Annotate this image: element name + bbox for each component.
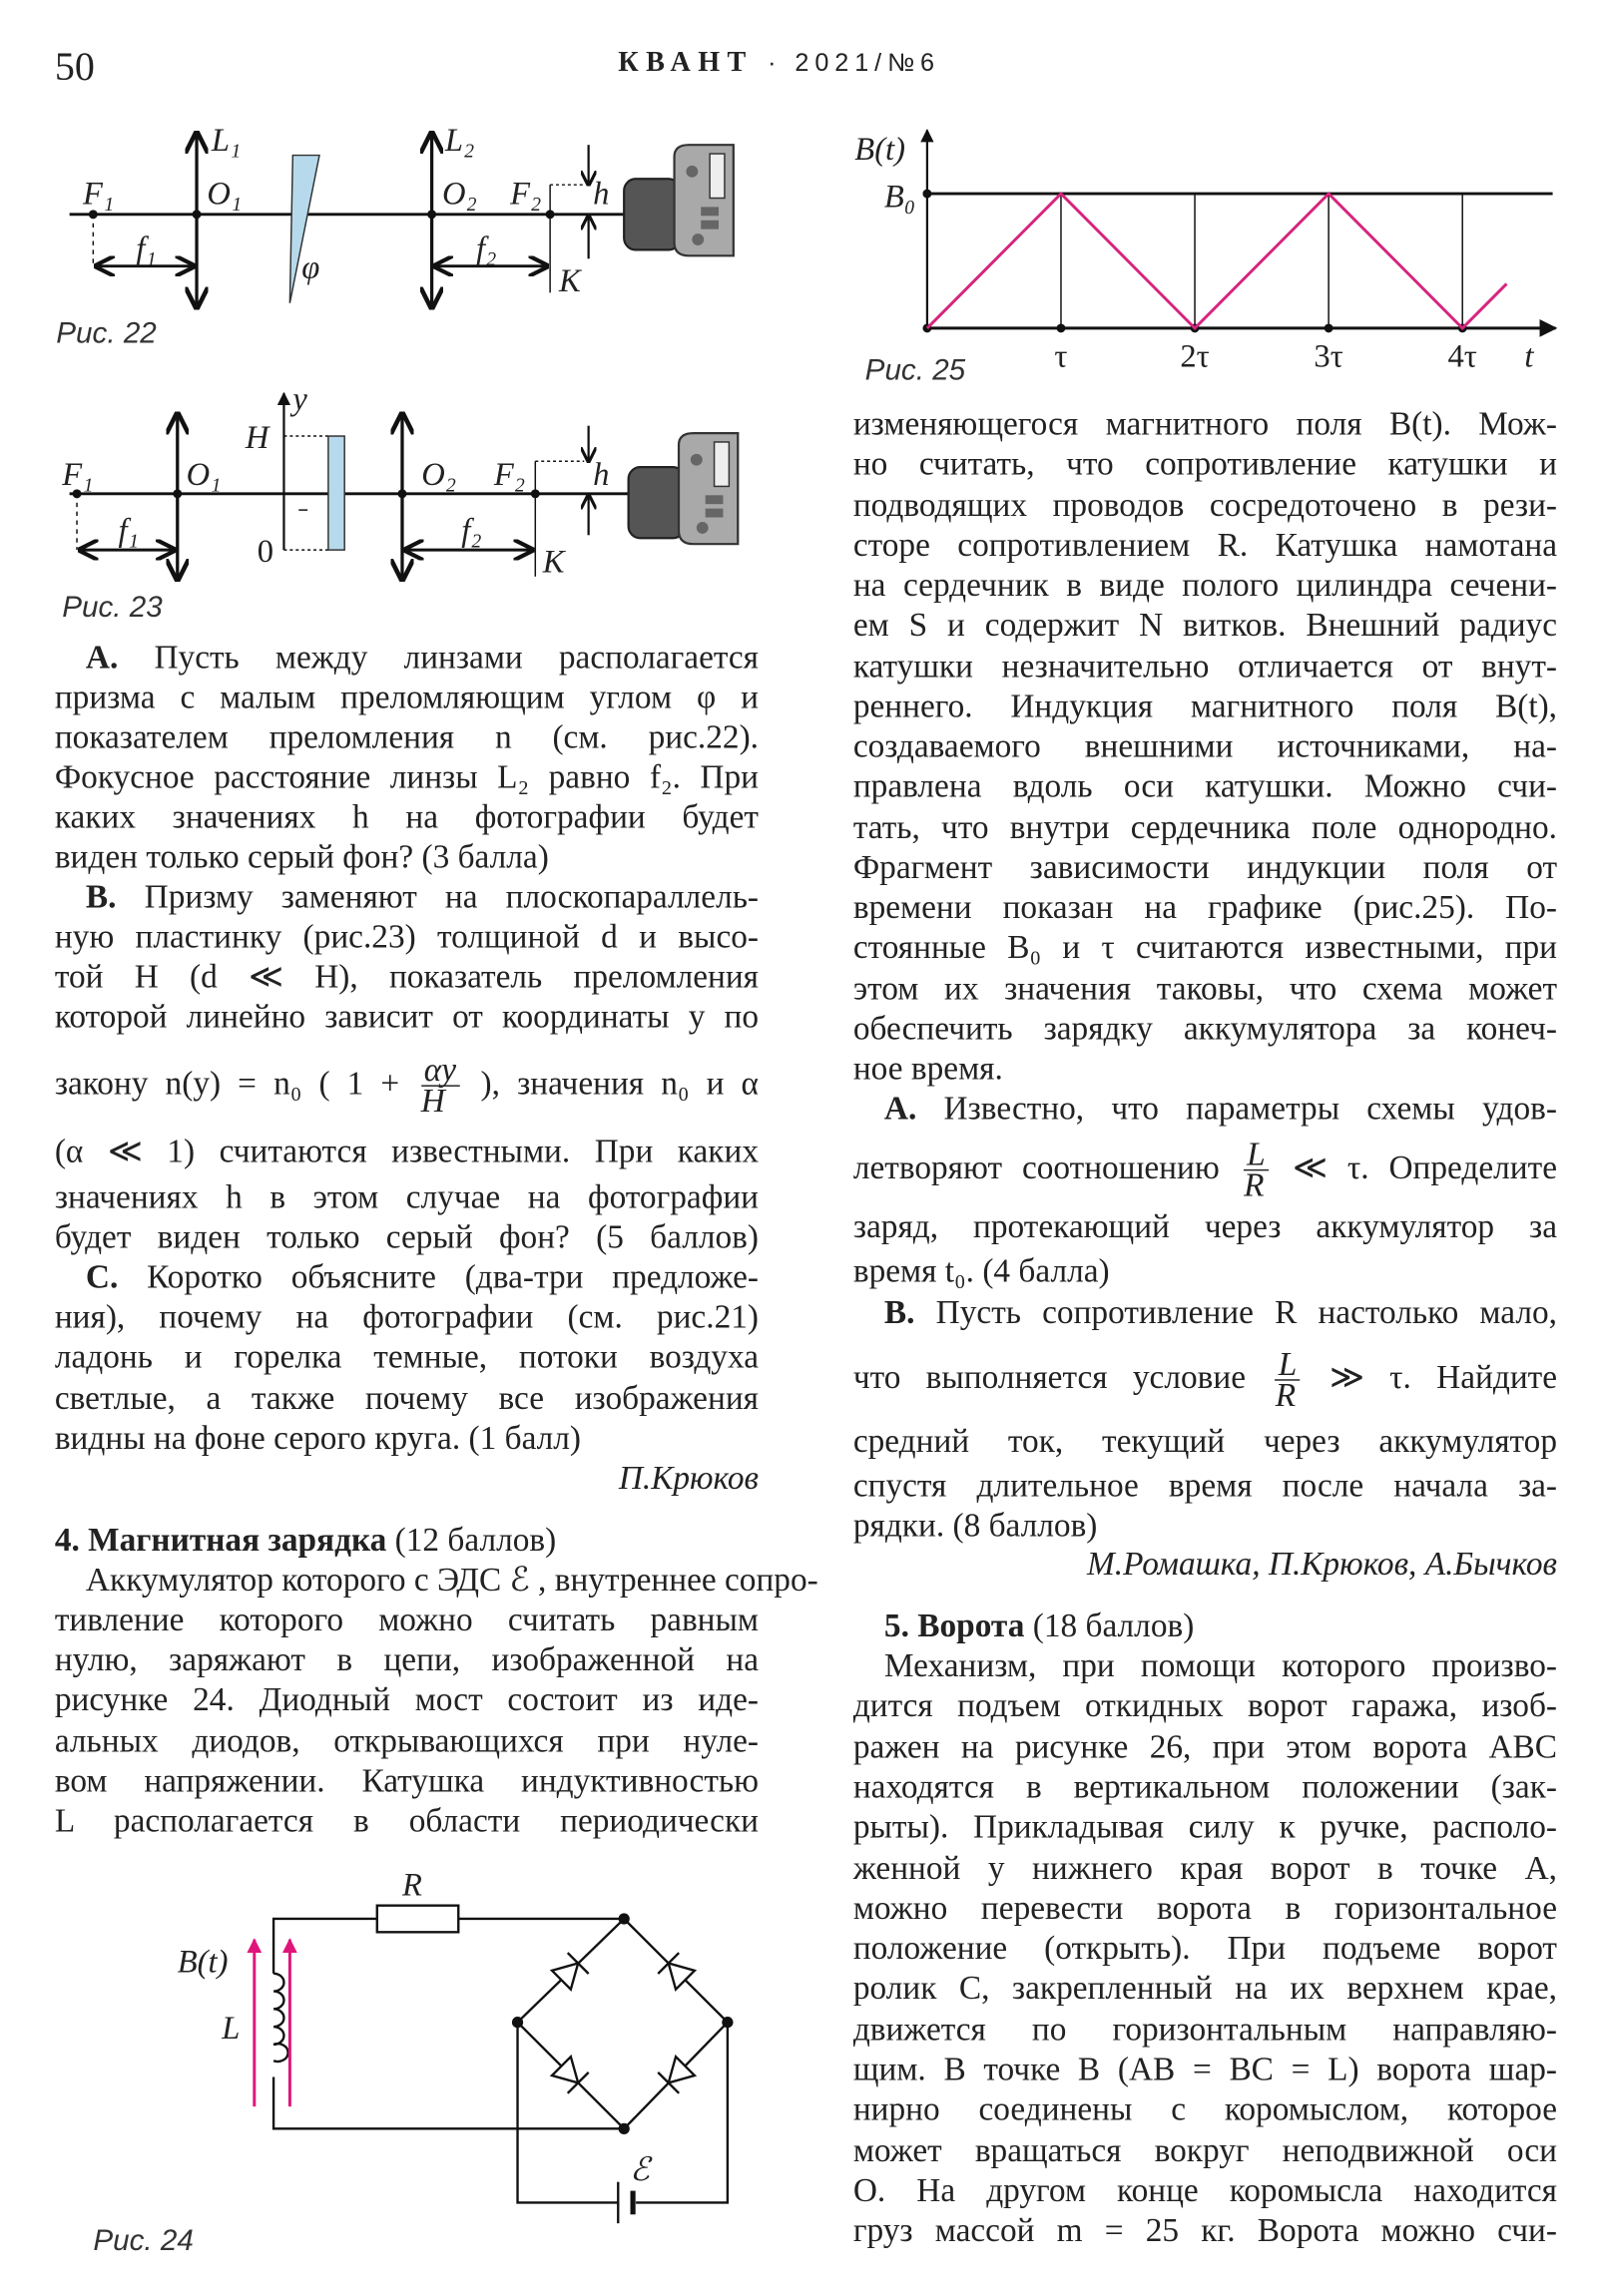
author-signature [55, 1458, 759, 1498]
text-line [884, 1088, 1557, 1128]
line-text: может вращаться вокруг неподвижной оси [852, 2130, 1558, 2168]
text-line [853, 1421, 1557, 1461]
text-line [55, 717, 759, 757]
caption-fig-23: Рис. 23 [62, 591, 163, 625]
text-line [853, 565, 1557, 605]
label-r: R [401, 1867, 422, 1904]
text-line [853, 1344, 1557, 1412]
line-text: времени показан на графике (рис.25). По- [852, 888, 1558, 926]
label-o1: O₁ [186, 456, 222, 493]
line-text: ную пластинку (рис.23) толщиной d и высо- [54, 918, 760, 956]
text-line [853, 525, 1557, 565]
text-line [853, 1726, 1557, 1766]
text-line [853, 1766, 1557, 1806]
label-emf: ℰ [630, 2152, 650, 2189]
label-h: h [593, 176, 610, 213]
line-text: (18 баллов) [1024, 1607, 1195, 1644]
line-text: создаваемого внешними источниками, на- [852, 726, 1558, 764]
y-axis-label: B(t) [854, 132, 905, 169]
line-text: положение (открыть). При подъеме ворот [852, 1929, 1558, 1967]
denominator: R [1275, 1376, 1297, 1414]
label-f1-length: f₁ [136, 230, 157, 267]
text-line [55, 678, 759, 717]
label-y-axis: y [292, 381, 307, 418]
line-text: реннего. Индукция магнитного поля B(t), [852, 687, 1558, 724]
text-line [55, 1378, 759, 1418]
line-text: каких значениях h на фотографии будет [54, 798, 760, 836]
item-label: A. [883, 1089, 917, 1127]
line-text: нулю, заряжают в цепи, изображенной на [54, 1640, 760, 1678]
text-line [853, 1505, 1557, 1545]
text-line [853, 725, 1557, 765]
item-label: C. [85, 1257, 119, 1295]
label-l: L [222, 2010, 241, 2047]
label-h-height: H [245, 419, 269, 456]
label-b-of-t: B(t) [177, 1944, 229, 1981]
label-f2-focus: F₂ [510, 176, 542, 213]
line-text: показателем преломления n (см. рис.22). [54, 718, 760, 756]
text-line [55, 997, 759, 1037]
text-line [55, 1800, 759, 1840]
line-text: катушки незначительно отличается от внут- [852, 647, 1558, 685]
text-line [55, 1418, 759, 1458]
section-heading [55, 1520, 759, 1560]
text-line [853, 1250, 1557, 1290]
x-axis-label: t [1524, 338, 1534, 375]
line-text: ния), почему на фотографии (см. рис.21) [54, 1297, 760, 1335]
line-text: рисунке 24. Диодный мост состоит из иде- [54, 1680, 760, 1718]
text-line [853, 1048, 1557, 1088]
text-line [853, 2210, 1557, 2250]
line-text: Механизм, при помощи которого произво- [883, 1646, 1558, 1684]
line-text: Фокусное расстояние линзы L₂ равно f₂. При [54, 758, 760, 796]
inductor-coil [273, 1974, 288, 2062]
text-line [853, 887, 1557, 927]
b-of-t-series [927, 194, 1507, 328]
label-k: K [542, 544, 565, 581]
text-line [853, 444, 1557, 484]
line-text: Коротко объясните (два-три предложе- [118, 1257, 760, 1295]
line-text: этом их значения таковы, что схема может [852, 969, 1558, 1007]
line-text: спустя длительное время после начала за- [852, 1466, 1558, 1504]
line-text: Фрагмент зависимости индукции поля от [852, 848, 1558, 886]
text-line [55, 1176, 759, 1216]
label-f1-focus: F₁ [62, 456, 94, 493]
text-line [55, 1296, 759, 1336]
text-line [853, 1206, 1557, 1246]
line-text: П.Крюков [618, 1459, 760, 1497]
text-line [853, 1008, 1557, 1048]
text-line [55, 1720, 759, 1760]
line-text: Известно, что параметры схемы удов- [916, 1089, 1558, 1127]
line-text: заряд, протекающий через аккумулятор за [852, 1207, 1558, 1245]
formula-suffix: ≪ τ. Определите [1292, 1148, 1558, 1186]
text-line [55, 917, 759, 957]
label-l2: L₂ [444, 123, 475, 160]
item-label: B. [883, 1293, 915, 1331]
text-line [853, 927, 1557, 967]
caption-fig-24: Рис. 24 [93, 2224, 194, 2258]
x-tick-label: 3τ [1314, 338, 1343, 375]
x-tick-mark [1057, 323, 1066, 332]
journal-issue: · 2021/№6 [768, 48, 940, 78]
line-text: тивление которого можно считать равным [54, 1601, 760, 1638]
fraction [1275, 1345, 1300, 1414]
line-text: Аккумулятор которого с ЭДС ℰ , внутреннее сопро- [85, 1561, 818, 1599]
text-line [852, 1134, 1558, 1204]
text-line [853, 806, 1557, 846]
journal-name: КВАНТ [618, 47, 754, 79]
line-text: L располагается в области периодически [54, 1801, 760, 1839]
numerator: L [1276, 1350, 1300, 1381]
x-tick-label: τ [1054, 338, 1068, 375]
label-o2: O₂ [421, 456, 457, 493]
line-text: средний ток, текущий через аккумулятор [852, 1422, 1558, 1460]
caption-fig-25: Рис. 25 [864, 354, 966, 388]
plate [328, 436, 344, 550]
line-text: которой линейно зависит от координаты y по [54, 998, 760, 1036]
line-text: светлые, а также почему все изображения [54, 1379, 760, 1417]
text-line [55, 1336, 759, 1376]
text-line [55, 1639, 759, 1679]
text-line [55, 957, 759, 997]
text-line [853, 605, 1557, 645]
line-text: ное время. [852, 1049, 1003, 1087]
text-line [853, 1685, 1557, 1725]
diode-bridge [518, 1919, 728, 2128]
text-line [853, 968, 1557, 1008]
item-label: 5. Ворота [883, 1607, 1025, 1644]
text-line [853, 484, 1557, 524]
line-text: виден только серый фон? (3 балла) [54, 838, 549, 876]
camera-icon [624, 145, 734, 255]
resistor [377, 1906, 458, 1933]
text-line [853, 2049, 1557, 2088]
line-text: тать, что внутри сердечника поле однородно. [852, 807, 1558, 845]
line-text: время t₀. (4 балла) [852, 1251, 1110, 1289]
label-l1: L₁ [211, 123, 242, 160]
line-text: можно перевести ворота в горизонтальное [852, 1889, 1558, 1927]
line-text: (12 баллов) [386, 1521, 557, 1559]
text-line [853, 2089, 1557, 2129]
line-text: вом напряжении. Катушка индуктивностью [54, 1761, 760, 1799]
label-f1-length: f₁ [118, 513, 139, 550]
line-text: ролик C, закрепленный на их верхнем крае, [852, 1969, 1558, 2007]
text-line [55, 797, 759, 837]
line-text: женной у нижнего края ворот в точке A, [852, 1848, 1558, 1886]
line-text: ражен на рисунке 26, при этом ворота ABC [852, 1727, 1558, 1765]
text-line [853, 1847, 1557, 1887]
camera-icon [629, 433, 739, 544]
x-tick-mark [1325, 323, 1333, 332]
line-text: щим. В точке B (AB = BC = L) ворота шар- [852, 2050, 1558, 2087]
text-line [853, 1928, 1557, 1968]
formula-prefix: закону n(y) = n₀ ( 1 + [54, 1064, 400, 1102]
text-line [86, 1256, 759, 1296]
label-f1-focus: F₁ [82, 176, 115, 213]
text-line [55, 1216, 759, 1256]
figure-22-lens-system [70, 123, 734, 307]
line-text: но считать, что сопротивление катушки и [852, 445, 1558, 483]
item-label: B. [85, 878, 117, 916]
line-text: ем S и содержит N витков. Внешний радиус [852, 606, 1558, 644]
text-line [853, 766, 1557, 806]
label-phi: φ [301, 249, 320, 286]
label-f2-focus: F₂ [493, 456, 526, 493]
line-text: той H (d ≪ H), показатель преломления [54, 958, 760, 996]
x-tick-label: 4τ [1447, 338, 1477, 375]
denominator: H [420, 1082, 445, 1121]
page-number: 50 [54, 44, 95, 89]
text-line [853, 686, 1557, 725]
line-text: (α ≪ 1) считаются известными. При каких [54, 1132, 760, 1169]
text-line [853, 847, 1557, 887]
fraction [420, 1051, 459, 1121]
numerator: L [1244, 1141, 1268, 1171]
line-text: Призму заменяют на плоскопараллель- [116, 878, 760, 916]
line-text: рядки. (8 баллов) [852, 1506, 1098, 1544]
text-line [853, 2129, 1557, 2169]
text-line [55, 837, 759, 877]
text-line [85, 1560, 818, 1600]
text-line [55, 757, 759, 797]
fraction [1244, 1136, 1268, 1204]
text-line [55, 1131, 759, 1170]
text-line [86, 877, 759, 917]
text-line [55, 1600, 759, 1639]
line-text: значениях h в этом случае на фотографии [54, 1177, 760, 1215]
text-line [55, 1679, 759, 1719]
label-h: h [593, 456, 610, 493]
line-text: видны на фоне серого круга. (1 балл) [54, 1419, 582, 1457]
denominator: R [1244, 1166, 1265, 1204]
item-label: A. [85, 639, 119, 677]
x-tick-label: 2τ [1180, 338, 1210, 375]
line-text: стоянные B₀ и τ считаются известными, при [852, 928, 1558, 966]
line-text: груз массой m = 25 кг. Ворота можно счи- [852, 2211, 1558, 2249]
line-text: рыты). Прикладывая силу к ручке, располо- [852, 1808, 1558, 1846]
formula-suffix: ), значения n₀ и α [480, 1064, 760, 1102]
text-line [853, 1968, 1557, 2008]
text-line [853, 2170, 1557, 2210]
formula-prefix: летворяют соотношению [852, 1148, 1220, 1186]
line-text: правлена вдоль оси катушки. Можно счи- [852, 767, 1558, 805]
line-text: ладонь и горелка темные, потоки воздуха [54, 1337, 760, 1375]
text-line [86, 638, 759, 678]
formula-suffix: ≫ τ. Найдите [1329, 1358, 1558, 1396]
label-o2: O₂ [441, 176, 477, 213]
line-text: будет виден только серый фон? (5 баллов) [54, 1217, 760, 1255]
figure-24-circuit [255, 1906, 733, 2224]
text-line [884, 1645, 1557, 1685]
text-line [54, 1050, 760, 1121]
text-line [853, 1807, 1557, 1847]
line-text: обеспечить зарядку аккумулятора за конеч- [852, 1009, 1558, 1047]
text-line [853, 1888, 1557, 1928]
caption-fig-22: Рис. 22 [56, 317, 157, 351]
text-line [55, 1760, 759, 1800]
line-text: подводящих проводов сосредоточено в рези- [852, 485, 1558, 523]
y-tick-b0: B₀ [883, 179, 916, 216]
label-k: K [559, 262, 581, 299]
text-line [853, 403, 1557, 443]
line-text: Пусть сопротивление R настолько мало, [914, 1293, 1558, 1331]
section-heading [884, 1606, 1557, 1645]
numerator: αy [421, 1056, 459, 1087]
label-zero: 0 [257, 533, 274, 570]
text-line [853, 2009, 1557, 2049]
text-line [884, 1292, 1557, 1332]
line-text: сторе сопротивлением R. Катушка намотана [852, 526, 1558, 564]
line-text: находятся в вертикальном положении (зак- [852, 1767, 1558, 1805]
item-label: 4. Магнитная зарядка [54, 1521, 387, 1559]
line-text: нирно соединены с коромыслом, которое [852, 2090, 1558, 2128]
formula-prefix: что выполняется условие [852, 1358, 1247, 1396]
label-f2-length: f₂ [461, 513, 482, 550]
figure-23-lens-system [61, 381, 738, 580]
line-text: O. На другом конце коромысла находится [852, 2171, 1558, 2209]
line-text: на сердечник в виде полого цилиндра сечени- [852, 566, 1558, 604]
label-o1: O₁ [207, 176, 243, 213]
line-text: призма с малым преломляющим углом φ и [54, 679, 760, 716]
line-text: М.Ромашка, П.Крюков, А.Бычков [1087, 1545, 1558, 1583]
author-signature [853, 1544, 1557, 1584]
label-f2-length: f₂ [476, 230, 497, 267]
figure-25-chart [854, 130, 1555, 374]
line-text: Пусть между линзами располагается [118, 639, 760, 677]
line-text: альных диодов, открывающихся при нуле- [54, 1721, 760, 1759]
text-line [853, 1465, 1557, 1505]
line-text: движется по горизонтальным направляю- [852, 2010, 1558, 2048]
text-line [853, 646, 1557, 686]
line-text: изменяющегося магнитного поля B(t). Мож- [852, 404, 1558, 442]
line-text: дится подъем откидных ворот гаража, изоб- [852, 1686, 1558, 1724]
